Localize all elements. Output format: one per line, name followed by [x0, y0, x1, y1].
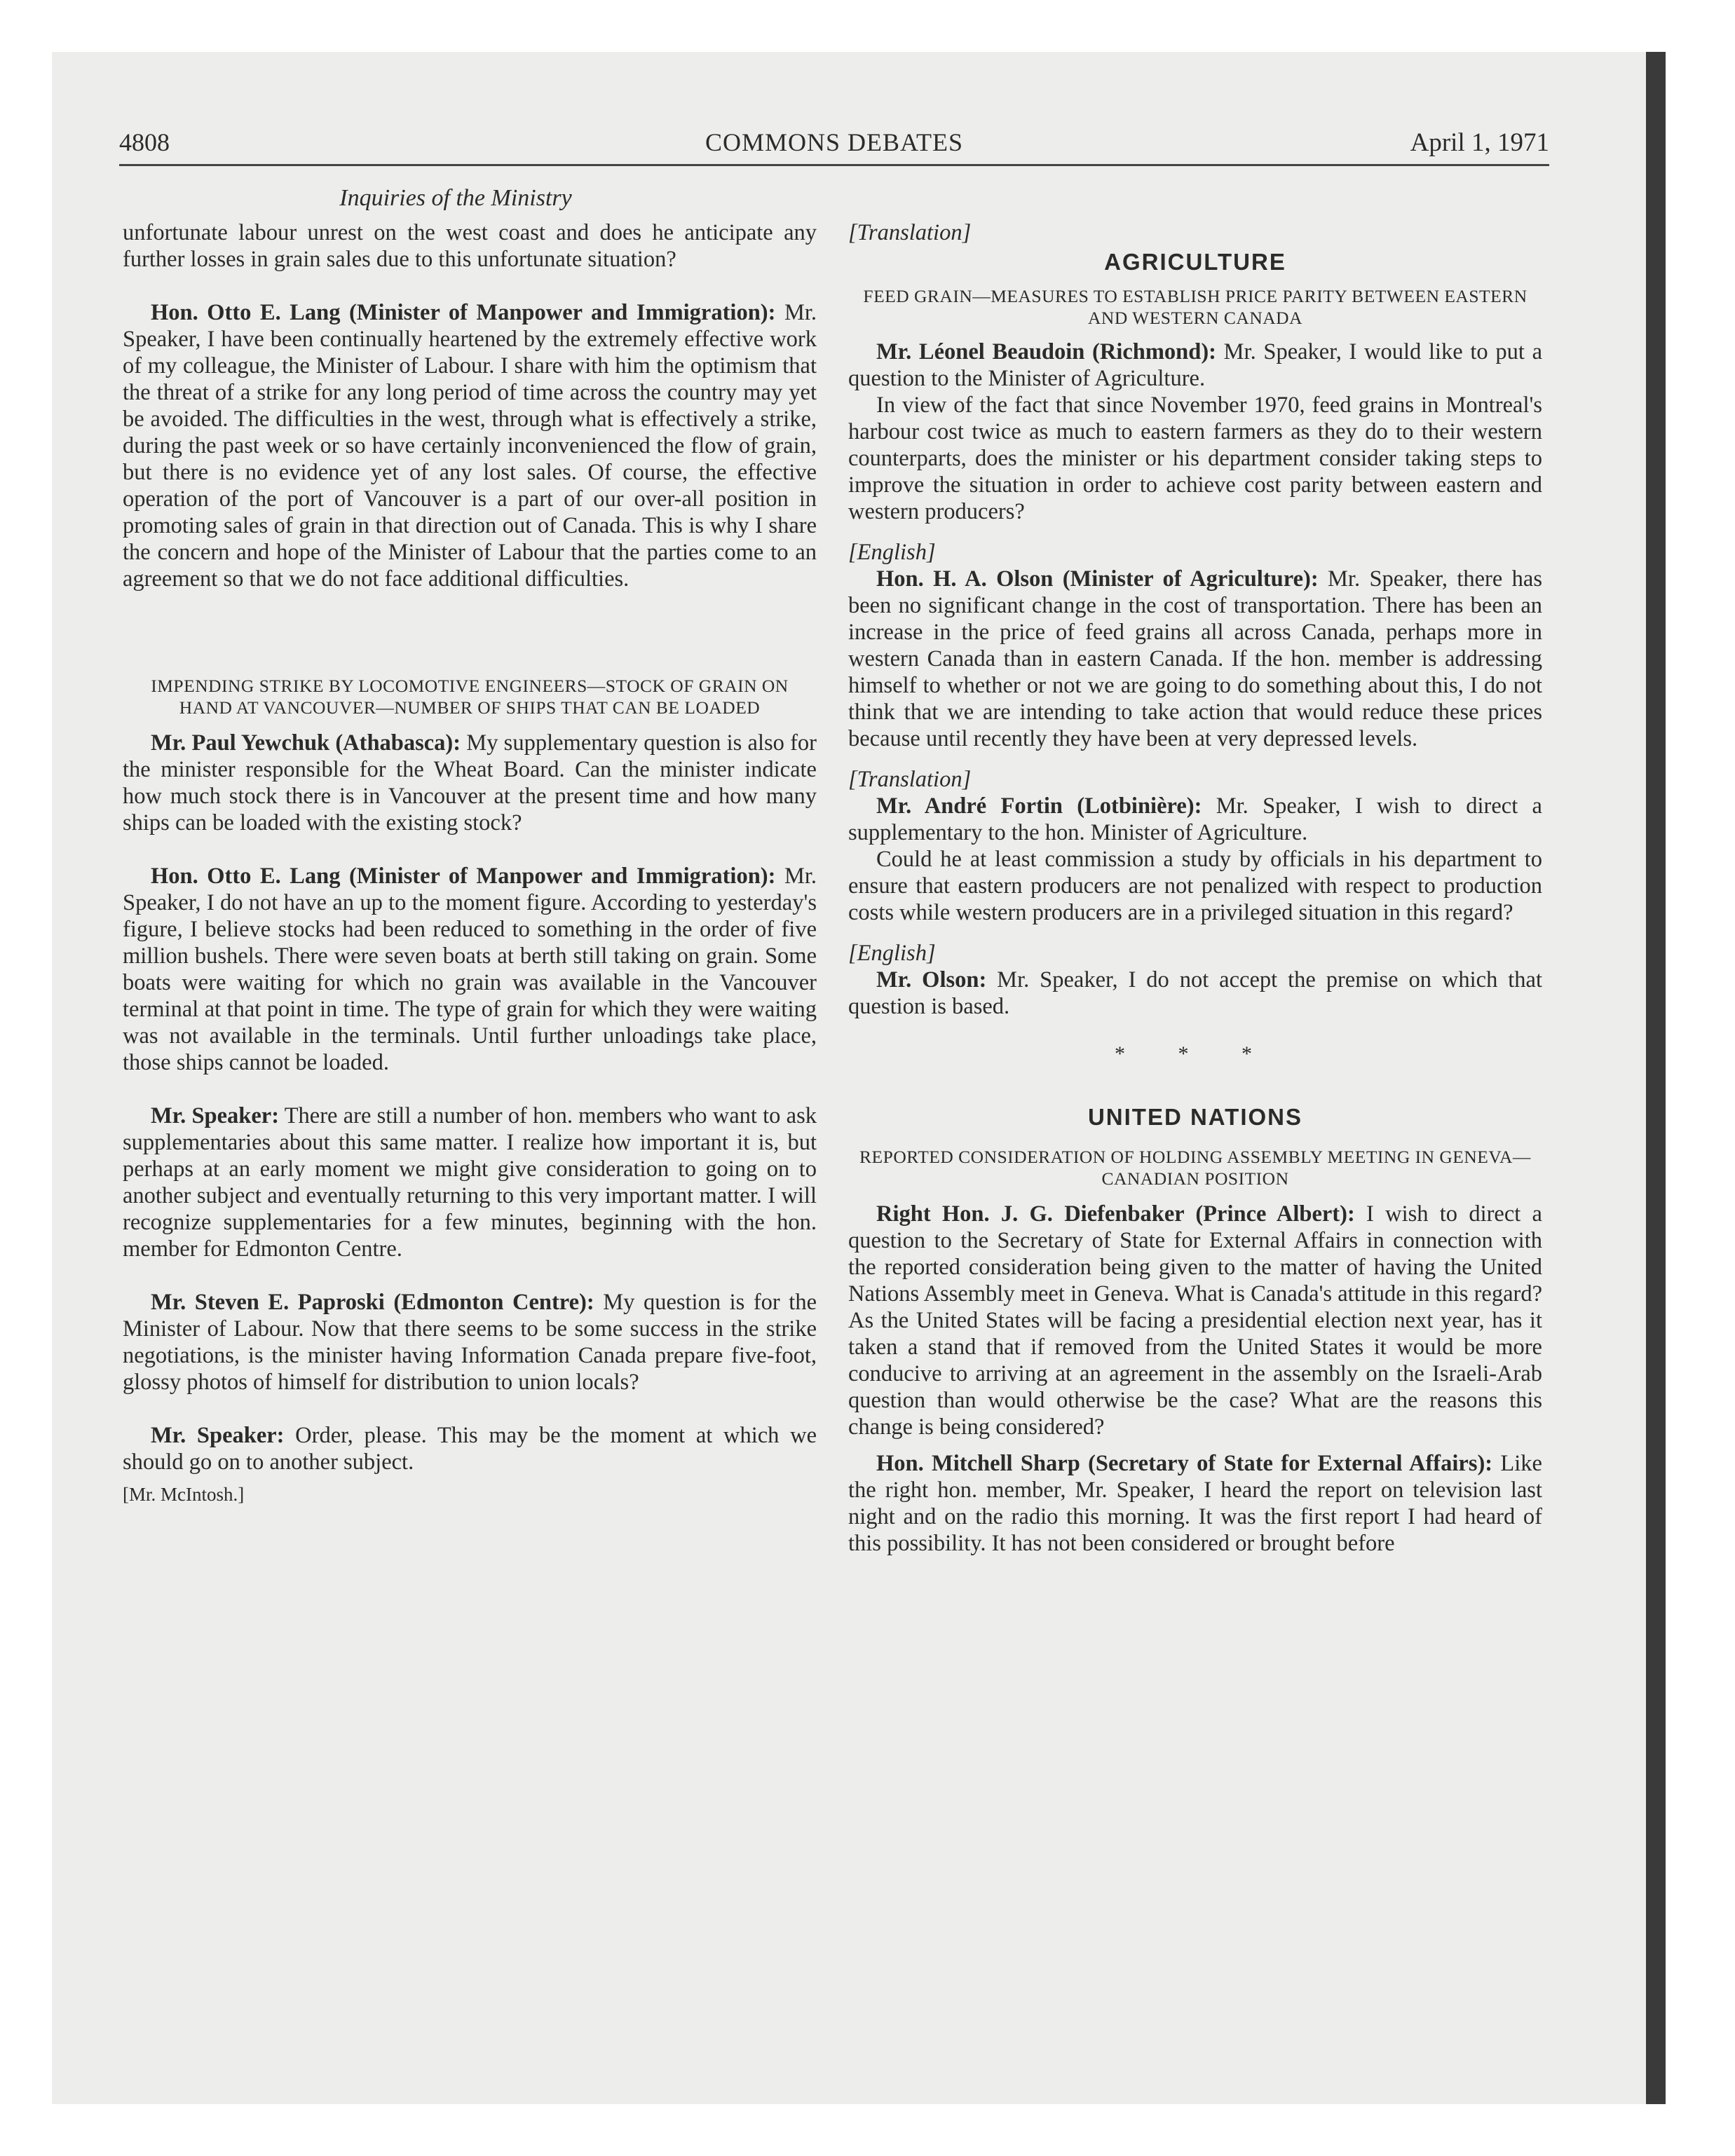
page-header: [119, 125, 1549, 166]
section-title: AGRICULTURE: [1104, 249, 1286, 275]
speech-text: Like the right hon. member, Mr. Speaker, I heard the report on television last night and on the radio this morning. It was the first report I had heard of this possibility. It has not been considered or brought before: [848, 1451, 1542, 1556]
paragraph: [123, 1422, 817, 1475]
speech-text: There are still a number of hon. members who want to ask supplementaries about this same matter. I realize how important it is, but perhaps at an early moment we might give consideration to going on to another subject and eventually returning to this very important matter. I will recognize supplementaries for a few minutes, beginning with the hon. member for Edmonton Centre.: [123, 1103, 817, 1262]
paragraph: [123, 1103, 817, 1262]
subject-heading: REPORTED CONSIDERATION OF HOLDING ASSEMBLY MEETING IN GENEVA—CANADIAN POSITION: [859, 1147, 1531, 1189]
speaker-name: Mr. Speaker:: [151, 1103, 280, 1128]
speaker-name: Hon. H. A. Olson (Minister of Agriculture):: [876, 566, 1319, 592]
speaker-name: Hon. Mitchell Sharp (Secretary of State for External Affairs):: [876, 1451, 1493, 1476]
speech-text: I wish to direct a question to the Secretary of State for External Affairs in connection with the reported consideration being given to the matter of having the United Nations Assembly meet in Geneva. What is Canada's attitude in this regard? As the United States will be facing a presidential election next year, has it taken a stand that if removed from the United States it would be more conducive to arriving at an agreement in the assembly on the Israeli-Arab question than would otherwise be the case? What are the reasons this change is being considered?: [848, 1201, 1542, 1440]
section-separator: * * *: [1115, 1042, 1276, 1065]
speech-text: Mr. Speaker, I would like to put a question to the Minister of Agriculture.: [848, 339, 1543, 391]
paragraph: [123, 1289, 817, 1396]
speaker-name: Hon. Otto E. Lang (Minister of Manpower and Immigration):: [151, 300, 776, 325]
speech-text: My supplementary question is also for the minister responsible for the Wheat Board. Can the minister indicate how much stock there is in Vancouver at the present time and how many ships can be loaded with the existing stock?: [123, 730, 817, 835]
running-head: Inquiries of the Ministry: [339, 185, 572, 211]
paragraph: [848, 1450, 1542, 1557]
paragraph: [848, 339, 1542, 392]
speech-text: Mr. Speaker, I have been continually heartened by the extremely effective work of my colleague, the Minister of Labour. I share with him the optimism that the threat of a strike for any long period of time across the country may yet be avoided. The difficulties in the west, through what is effectively a strike, during the past week or so have certainly inconvenienced the flow of grain, but there is no evidence yet of any lost sales. Of course, the effective operation of the port of Vancouver is a part of our over-all position in promoting sales of grain in that direction out of Canada. This is why I share the concern and hope of the Minister of Labour that the parties come to an agreement so that we do not face additional difficulties.: [123, 300, 817, 592]
language-marker: [English]: [848, 540, 936, 565]
publication-date: April 1, 1971: [1410, 128, 1549, 157]
paragraph: Could he at least commission a study by officials in his department to ensure that eastern producers are not penalized with respect to production costs while western producers are in a privileged situation in this regard?: [848, 847, 1542, 925]
page-number: 4808: [119, 128, 170, 156]
language-marker: [Translation]: [848, 220, 972, 245]
section-title: UNITED NATIONS: [1087, 1104, 1303, 1130]
language-marker: [English]: [848, 941, 936, 966]
speech-text: Mr. Speaker, I do not accept the premise on which that question is based.: [848, 967, 1542, 1019]
paragraph: [123, 863, 817, 1076]
scan-edge-shadow: [1646, 52, 1666, 2104]
speaker-name: Right Hon. J. G. Diefenbaker (Prince Albert):: [876, 1201, 1355, 1227]
paragraph: [123, 730, 817, 836]
paragraph: [848, 967, 1542, 1020]
speaker-name: Mr. Speaker:: [151, 1423, 285, 1448]
paragraph: unfortunate labour unrest on the west coast and does he anticipate any further losses in grain sales due to this unfortunate situation?: [123, 220, 817, 272]
speaker-name: Mr. Steven E. Paproski (Edmonton Centre):: [151, 1290, 594, 1315]
subject-heading: IMPENDING STRIKE BY LOCOMOTIVE ENGINEERS—STOCK OF GRAIN ON HAND AT VANCOUVER—NUMBER OF SHIPS THAT CAN BE LOADED: [151, 676, 789, 718]
footnote: [Mr. McIntosh.]: [123, 1484, 245, 1505]
speech-text: Order, please. This may be the moment at which we should go on to another subject.: [123, 1423, 817, 1475]
speech-text: Mr. Speaker, there has been no significant change in the cost of transportation. There has been an increase in the price of feed grains all across Canada, perhaps more in western Canada than in eastern Canada. If the hon. member is addressing himself to whether or not we are going to do something about this, I do not think that we are intending to take action that would reduce these prices because until recently they have been at very depressed levels.: [848, 566, 1542, 751]
paragraph: [848, 566, 1542, 752]
left-column: [123, 219, 817, 1508]
paragraph: In view of the fact that since November 1970, feed grains in Montreal's harbour cost twice as much to eastern farmers as they do to their western counterparts, does the minister or his department consider taking steps to improve the situation in order to achieve cost parity between eastern and western producers?: [848, 393, 1542, 524]
speaker-name: Mr. Paul Yewchuk (Athabasca):: [151, 730, 461, 756]
subject-heading: FEED GRAIN—MEASURES TO ESTABLISH PRICE PARITY BETWEEN EASTERN AND WESTERN CANADA: [863, 286, 1528, 328]
speaker-name: Mr. André Fortin (Lotbinière):: [876, 793, 1202, 819]
speaker-name: Hon. Otto E. Lang (Minister of Manpower and Immigration):: [151, 864, 776, 889]
speech-text: My question is for the Minister of Labour. Now that there seems to be some success in the strike negotiations, is the minister having Information Canada prepare five-foot, glossy photos of himself for distribution to union locals?: [123, 1290, 817, 1395]
speech-text: Mr. Speaker, I wish to direct a supplementary to the hon. Minister of Agriculture.: [848, 793, 1542, 845]
speaker-name: Mr. Olson:: [876, 967, 987, 992]
publication-title: COMMONS DEBATES: [705, 128, 964, 156]
paragraph: [123, 299, 817, 592]
language-marker: [Translation]: [848, 767, 972, 792]
speaker-name: Mr. Léonel Beaudoin (Richmond):: [876, 339, 1216, 364]
paragraph: [848, 1201, 1542, 1440]
speech-text: Mr. Speaker, I do not have an up to the moment figure. According to yesterday's figure, I believe stocks had been reduced to something in the order of five million bushels. There were seven boats at berth still taking on grain. Some boats were waiting for which no grain was available in the Vancouver terminal at that point in time. The type of grain for which they were waiting was not available in the terminals. Until further unloadings take place, those ships cannot be loaded.: [123, 864, 817, 1075]
right-column: [848, 219, 1542, 1557]
paragraph: [848, 793, 1542, 846]
